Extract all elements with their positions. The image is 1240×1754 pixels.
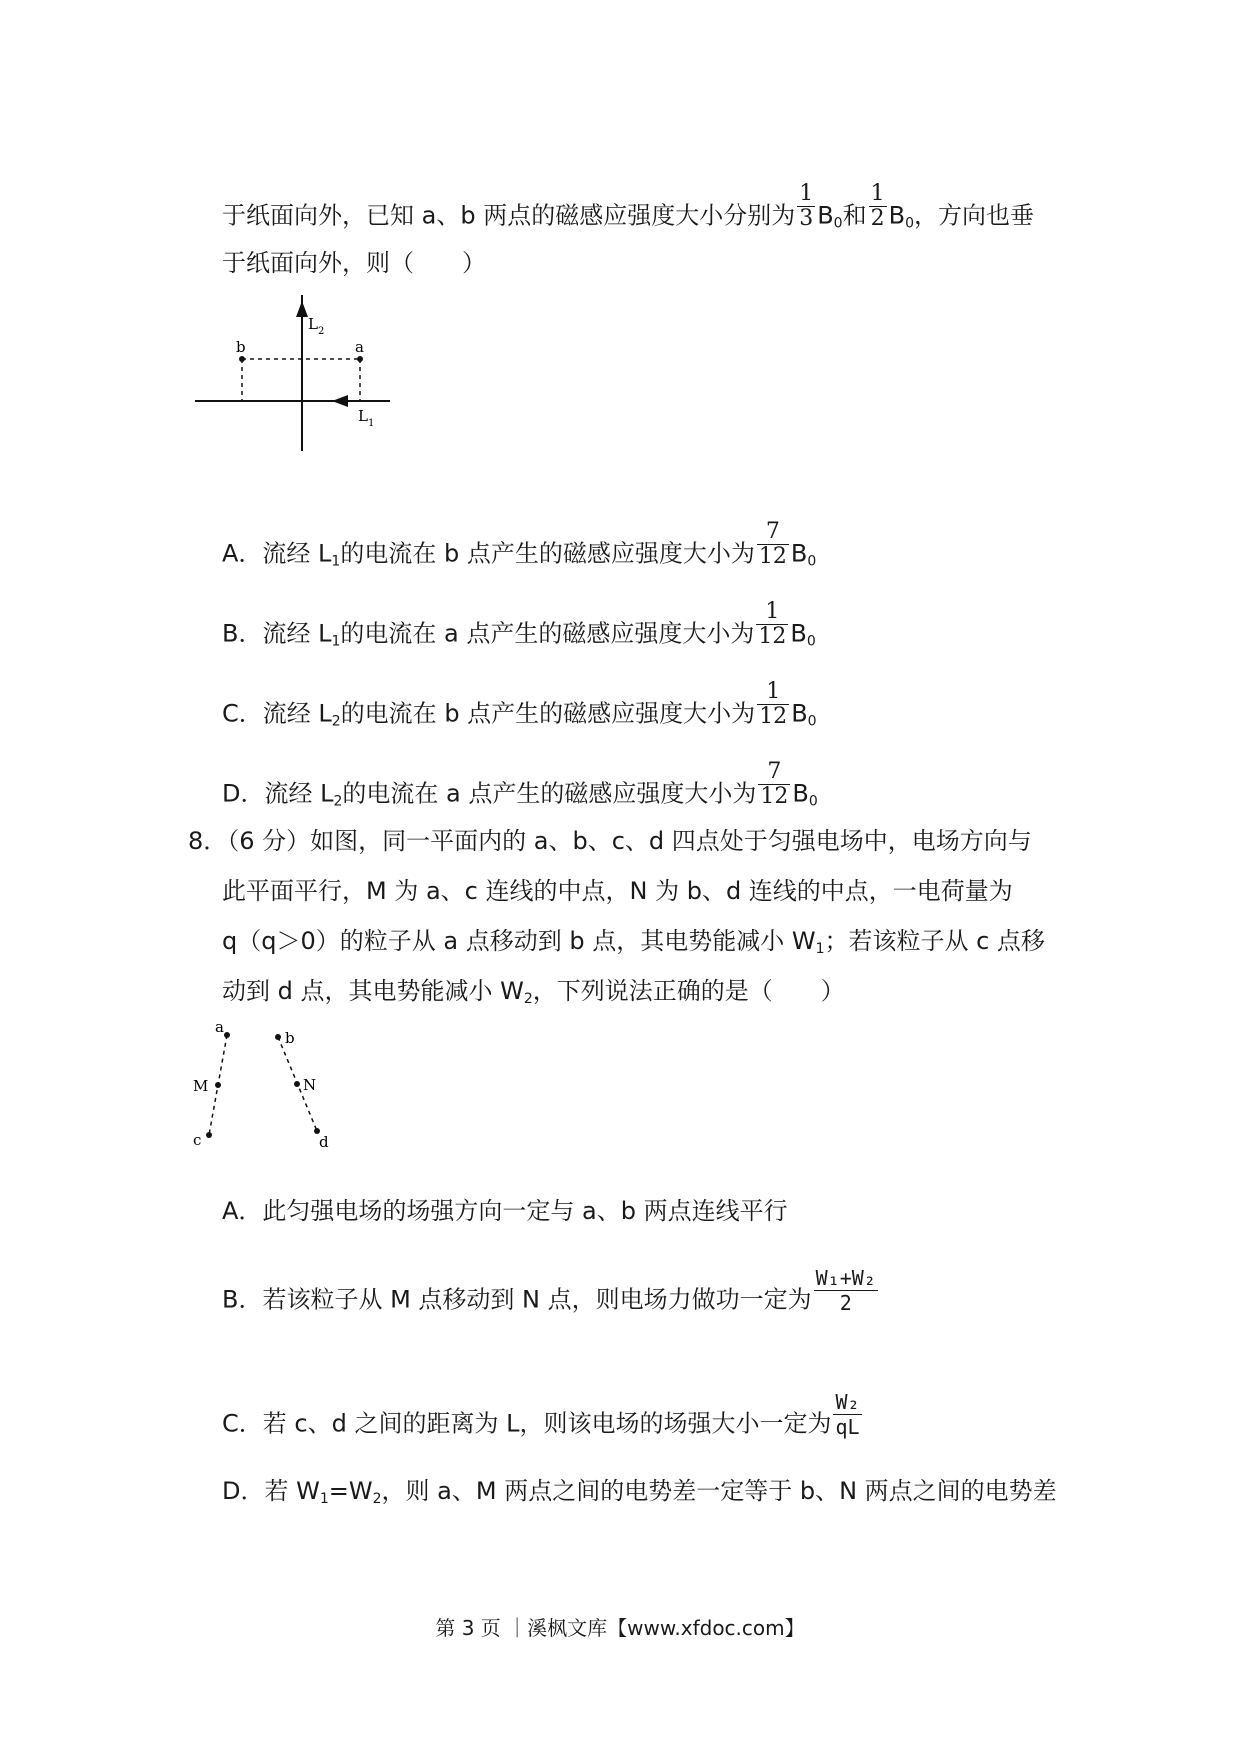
- point-a-label: a: [355, 338, 364, 356]
- point-N-label: N: [303, 1076, 317, 1094]
- q7-option-a: A．流经 $L_1$的电流在 b 点产生的磁感应强度大小为 $\frac{7}{12}$ $B_0$: [222, 519, 817, 570]
- point-b-label: b: [236, 338, 246, 356]
- svg-text:2: 2: [318, 326, 325, 337]
- q7-option-c: C．流经 $L_2$的电流在 b 点产生的磁感应强度大小为 $\frac{1}{12}$ $B_0$: [222, 679, 817, 730]
- q8-option-b: B．若该粒子从 M 点移动到 N 点，则电场力做功一定为 $\frac{\text{W₁+W₂}}{2}$: [222, 1266, 876, 1315]
- q8-line3: q（q＞0）的粒子从 a 点移动到 b 点，其电势能减小 $W_1$；若该粒子从 c 点移: [222, 927, 1045, 957]
- q8-option-d: D．若 $W_1=W_2$，则 a、M 两点之间的电势差一定等于 b、N 两点之间的电势差: [222, 1477, 1057, 1507]
- q7-option-d: D．流经 $L_2$的电流在 a 点产生的磁感应强度大小为 $\frac{7}{12}$ $B_0$: [222, 759, 818, 810]
- point-a-label: a: [215, 1018, 224, 1036]
- q7-line1-text: 于纸面向外，已知 a、b 两点的磁感应强度大小分别为: [222, 201, 796, 230]
- wires-figure: [190, 295, 400, 455]
- point-d-label: d: [319, 1133, 329, 1151]
- svg-text:1: 1: [368, 418, 375, 429]
- q7-line2: 于纸面向外，则（ ）: [222, 249, 486, 277]
- q8-option-a: A．此匀强电场的场强方向一定与 a、b 两点连线平行: [222, 1197, 788, 1225]
- fraction-one-third: $\frac{1}{3}$: [799, 181, 814, 231]
- wire-L2-label: L: [308, 315, 318, 333]
- q8-line4: 动到 d 点，其电势能减小 $W_2$，下列说法正确的是（ ）: [222, 977, 845, 1007]
- q8-option-c: C．若 c、d 之间的距离为 L，则该电场的场强大小一定为 $\frac{\text{W₂}}{qL}$: [222, 1390, 860, 1439]
- fraction-one-half: $\frac{1}{2}$: [870, 181, 885, 231]
- q8-line1: 8．（6 分）如图，同一平面内的 a、b、c、d 四点处于匀强电场中，电场方向与: [188, 827, 1032, 855]
- fraction: $\frac{7}{12}$: [760, 759, 789, 809]
- fraction-w2-over-qL: $\frac{\text{W₂}}{qL}$: [835, 1390, 860, 1439]
- fraction-w1-plus-w2-over-2: $\frac{\text{W₁+W₂}}{2}$: [815, 1266, 876, 1315]
- point-b-label: b: [285, 1029, 295, 1047]
- q7-line1: 于纸面向外，已知 a、b 两点的磁感应强度大小分别为 $\frac{1}{3}$ $B_0$和 $\frac{1}{2}$ $B_0$，方向也垂: [222, 181, 1034, 232]
- fraction: $\frac{1}{12}$: [759, 679, 788, 729]
- fraction: $\frac{1}{12}$: [758, 599, 787, 649]
- wire-L1-label: L: [358, 407, 368, 425]
- point-M-label: M: [193, 1077, 209, 1095]
- point-c-label: c: [193, 1131, 202, 1149]
- field-points-figure: [185, 1015, 345, 1155]
- page-footer: 第 3 页 ｜溪枫文库【www.xfdoc.com】: [435, 1616, 805, 1640]
- fraction: $\frac{7}{12}$: [758, 519, 787, 569]
- q7-option-b: B．流经 $L_1$的电流在 a 点产生的磁感应强度大小为 $\frac{1}{12}$ $B_0$: [222, 599, 816, 650]
- q8-line2: 此平面平行，M 为 a、c 连线的中点，N 为 b、d 连线的中点，一电荷量为: [222, 877, 1013, 905]
